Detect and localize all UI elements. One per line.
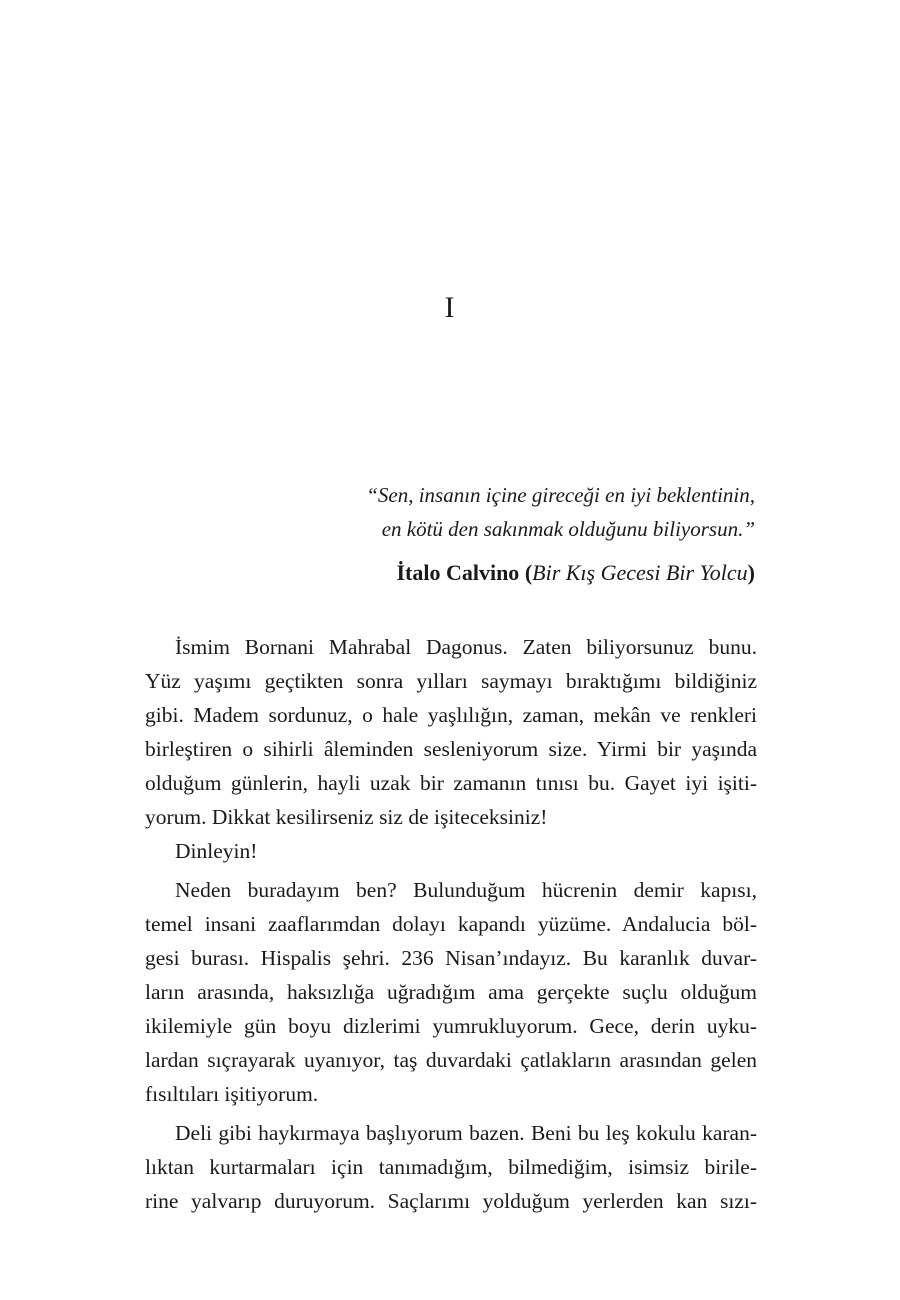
text-line: gesi burası. Hispalis şehri. 236 Nisan’ındayız. Bu karanlık duvar- (145, 946, 757, 970)
text-line: yorum. Dikkat kesilirseniz siz de işiteceksiniz! (145, 805, 548, 829)
text-line: fısıltıları işitiyorum. (145, 1082, 319, 1106)
text-line: Dinleyin! (175, 839, 258, 863)
text-line: ların arasında, haksızlığa uğradığım ama gerçekte suçlu olduğum (145, 980, 757, 1004)
text-line: ikilemiyle gün boyu dizlerimi yumrukluyorum. Gece, derin uyku- (145, 1014, 757, 1038)
open-paren: ( (524, 560, 533, 585)
text-line: Neden buradayım ben? Bulunduğum hücrenin demir kapısı, (175, 878, 757, 902)
paragraph (145, 630, 757, 834)
text-line: Deli gibi haykırmaya başlıyorum bazen. Beni bu leş kokulu karan- (175, 1121, 757, 1145)
epigraph-work-title: Bir Kış Gecesi Bir Yolcu (532, 560, 748, 585)
paragraph (145, 873, 757, 1111)
text-line: olduğum günlerin, hayli uzak bir zamanın tınısı bu. Gayet iyi işiti- (145, 771, 757, 795)
text-line: birleştiren o sihirli âleminden sesleniyorum size. Yirmi bir yaşında (145, 737, 757, 761)
text-line: lıktan kurtarmaları için tanımadığım, bilmediğim, isimsiz birile- (145, 1155, 757, 1179)
paragraph (145, 1116, 757, 1218)
text-line: lardan sıçrayarak uyanıyor, taş duvardaki çatlakların arasından gelen (145, 1048, 757, 1072)
text-line: rine yalvarıp duruyorum. Saçlarımı yolduğum yerlerden kan sızı- (145, 1189, 757, 1213)
paragraph (145, 834, 757, 868)
epigraph-line: “Sen, insanın içine gireceği en iyi beklentinin, (366, 483, 755, 507)
epigraph-line: en kötü den sakınmak olduğunu biliyorsun.” (381, 517, 755, 541)
epigraph (235, 478, 755, 590)
text-line: Yüz yaşımı geçtikten sonra yılları saymayı bıraktığımı bildiğiniz (145, 669, 757, 693)
body-text (145, 630, 757, 1218)
text-line: İsmim Bornani Mahrabal Dagonus. Zaten biliyorsunuz bunu. (175, 635, 757, 659)
epigraph-author: İtalo Calvino (396, 560, 520, 585)
text-line: temel insani zaaflarımdan dolayı kapandı yüzüme. Andalucia böl- (145, 912, 757, 936)
text-line: gibi. Madem sordunuz, o hale yaşlılığın, zaman, mekân ve renkleri (145, 703, 757, 727)
epigraph-attribution (235, 556, 755, 590)
chapter-number: I (444, 291, 456, 324)
close-paren: ) (747, 560, 755, 585)
